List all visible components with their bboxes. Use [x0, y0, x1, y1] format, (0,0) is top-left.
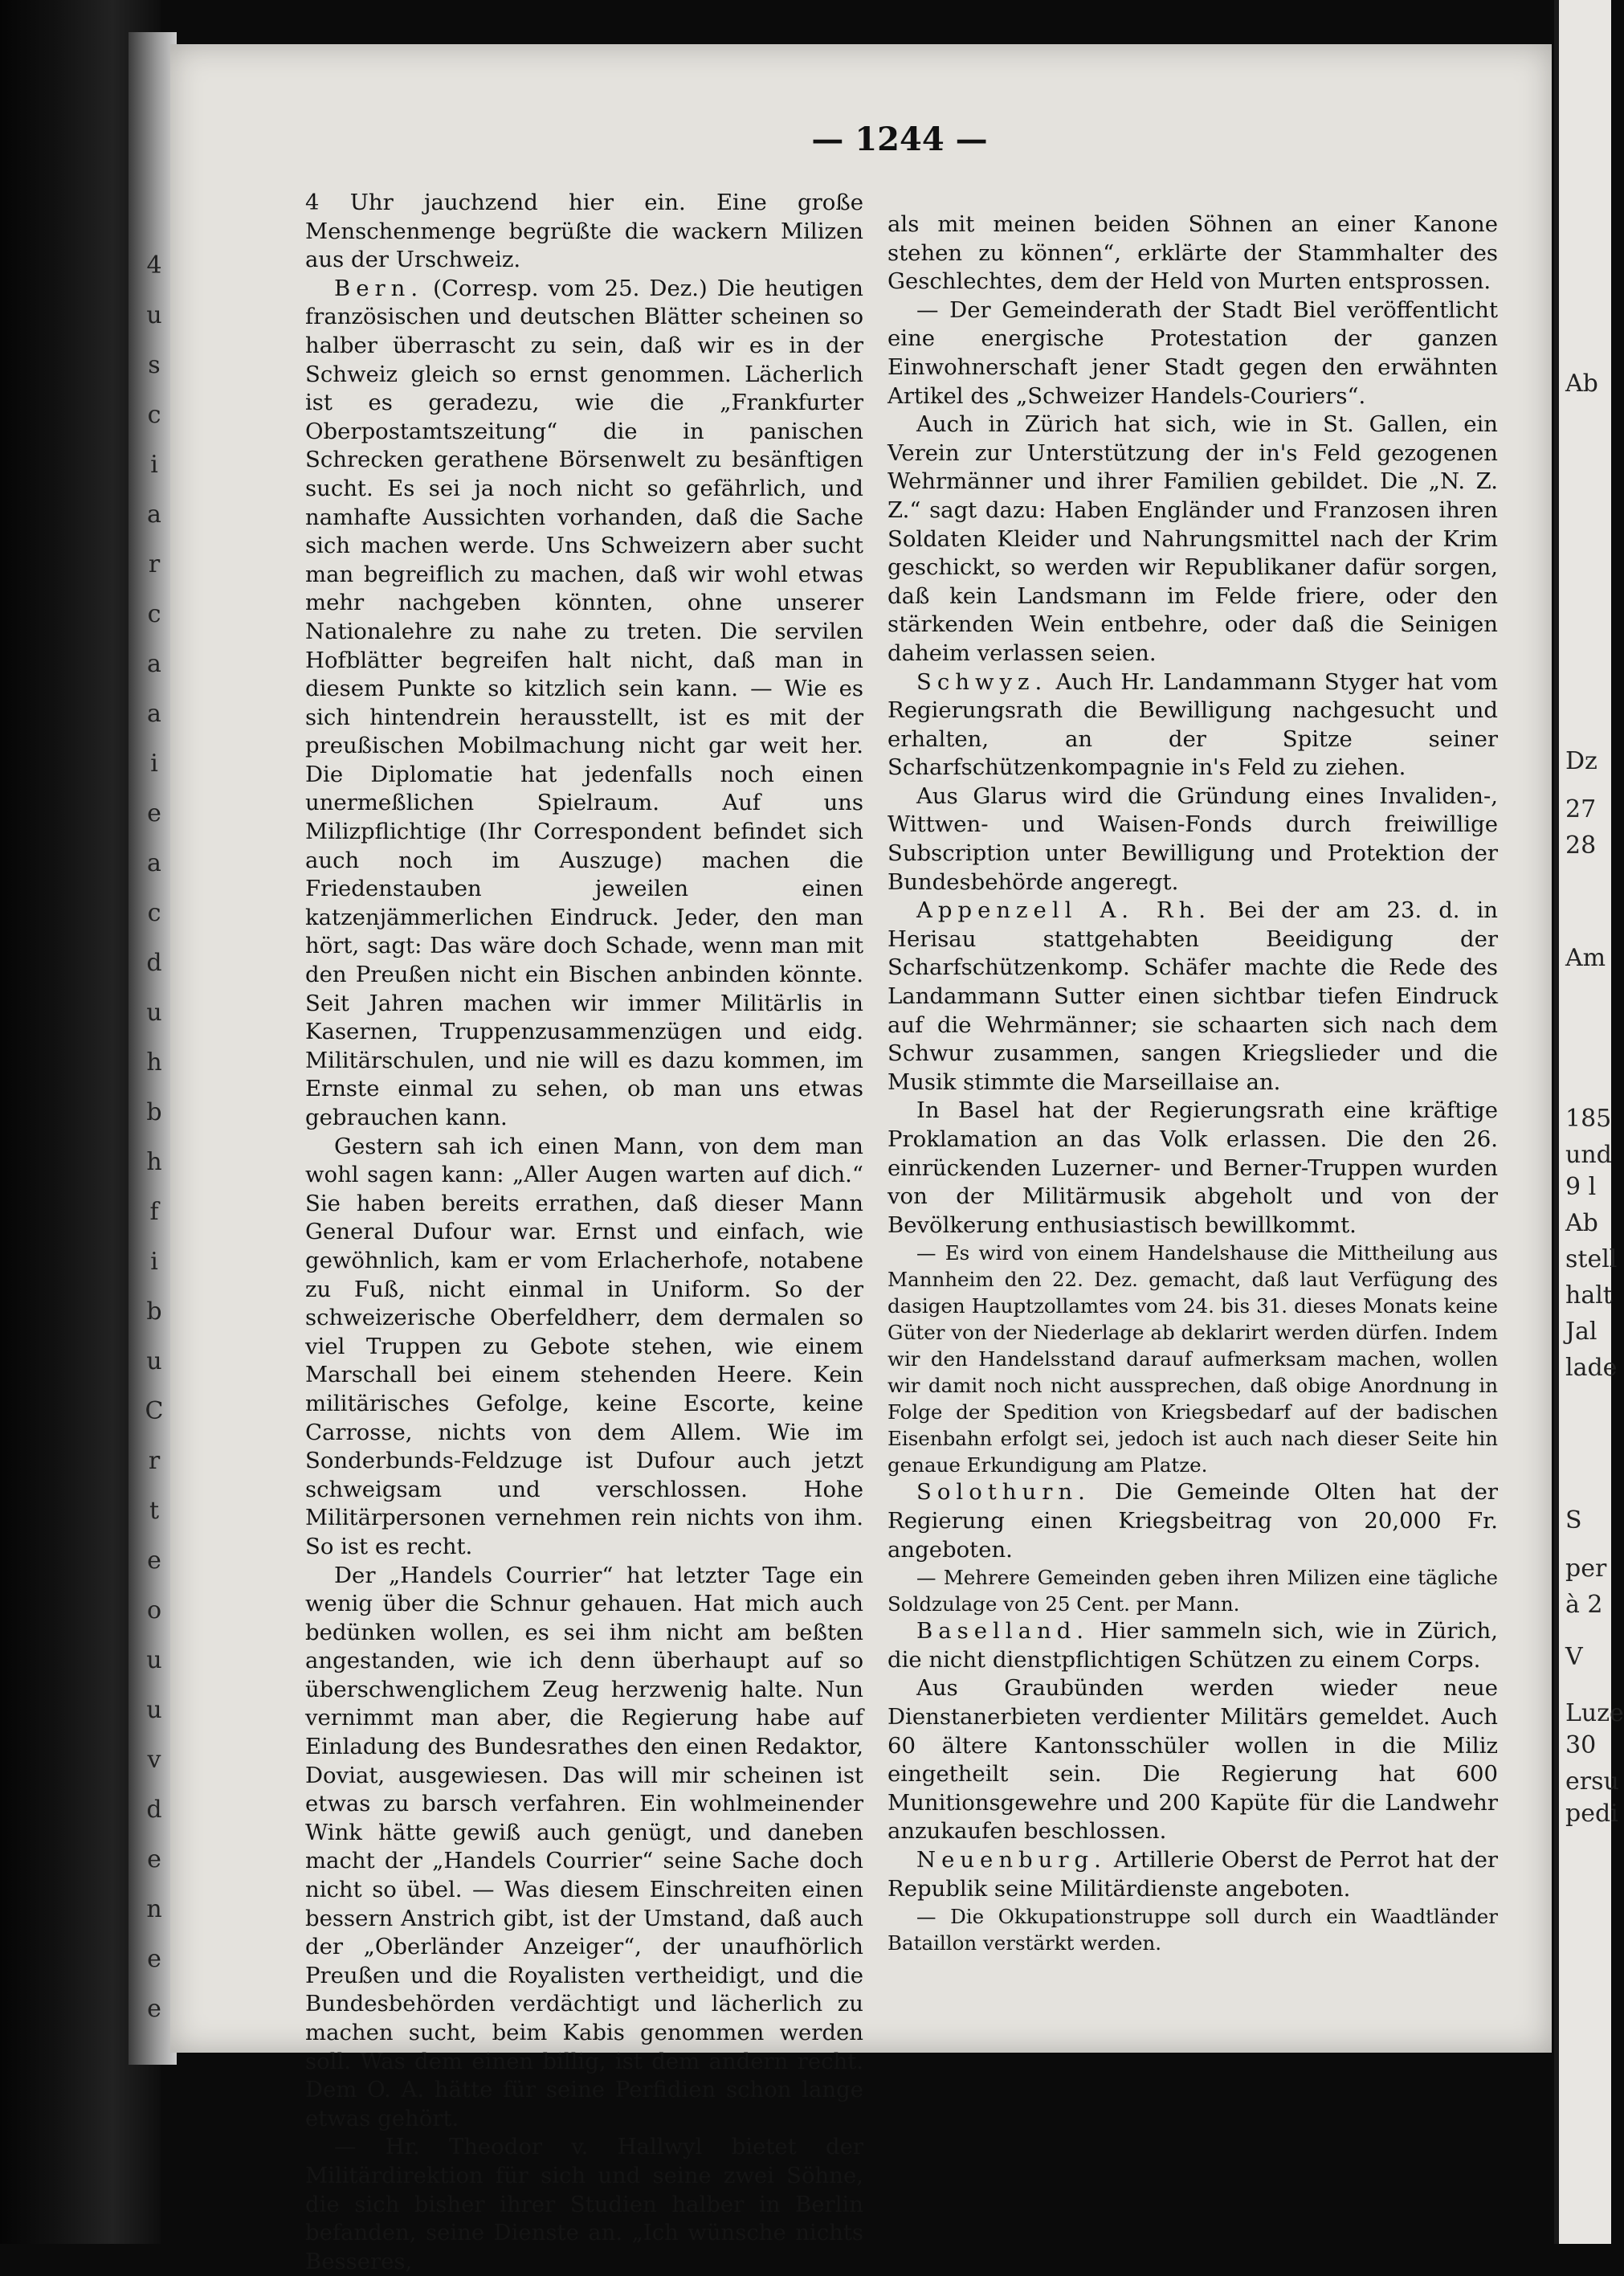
- dateline: Neuenburg.: [916, 1846, 1107, 1873]
- article-paragraph: [887, 210, 1498, 296]
- back-page-letter: i: [150, 750, 158, 778]
- back-page-letter: d: [146, 949, 162, 977]
- back-page-letter: u: [146, 999, 162, 1027]
- back-page-letter: r: [148, 1447, 161, 1475]
- back-page-letter: b: [146, 1098, 162, 1126]
- article-paragraph: [887, 1478, 1498, 1564]
- back-page-letter: s: [148, 351, 161, 379]
- paragraph-text: Aus Graubünden werden wieder neue Dienstanerbieten verdienter Militärs gemeldet. Auch 60 ältere Kantonsschüler wollen in die Miliz eingetheilt sein. Die Regierung hat 600 Munitionsgewehre und 200 Kapüte für die Landwehr anzukaufen beschlossen.: [887, 1675, 1498, 1845]
- article-paragraph: [305, 189, 863, 275]
- back-page-letter: C: [145, 1397, 164, 1425]
- paragraph-text: — Hr. Theodor v. Hallwyl bietet der Militärdirektion für sich und seine zwei Söhne, die sich bisher ihrer Studien halber in Berlin befanden, seine Dienste an. „Ich wünsche nichts Besseres,: [305, 2134, 863, 2274]
- next-page-fragment: 185: [1565, 1105, 1612, 1133]
- paragraph-text: (Corresp. vom 25. Dez.) Die heutigen französischen und deutschen Blätter scheinen so halber überrascht zu sein, daß wir es in der Schweiz gleich so ernst genommen. Lächerlich ist es geradezu, wie die „Frankfurter Oberpostamtszeitung“ die in panischen Schrecken gerathene Börsenwelt zu besänftigen sucht. Es sei ja noch nicht so gefährlich, und namhafte Aussichten vorhanden, daß die Sache sich machen werde. Uns Schweizern aber sucht man begreiflich zu machen, daß wir wohl etwas mehr nachgeben könnten, ohne unserer Nationalehre zu nahe zu treten. Die servilen Hofblätter begreifen halt nicht, daß man in diesem Punkte so kitzlich sein kann. — Wie es sich hintendrein herausstellt, ist es mit der preußischen Mobilmachung nicht gar weit her. Die Diplomatie hat jedenfalls noch einen unermeßlichen Spielraum. Auf uns Milizpflichtige (Ihr Correspondent befindet sich auch noch im Auszuge) machen die Friedenstauben jeweilen einen katzenjämmerlichen Eindruck. Jeder, den man hört, sagt: Das wäre doch Schade, wenn man mit den Preußen nicht ein Bischen anbinden könnte. Seit Jahren machen wir immer Militärlis in Kasernen, Truppenzusammenzügen und eidg. Militärschulen, und nie will es dazu kommen, im Ernste einmal zu sehen, ob man uns etwas gebrauchen kann.: [305, 275, 863, 1130]
- article-paragraph: [887, 296, 1498, 411]
- paragraph-text: Gestern sah ich einen Mann, von dem man wohl sagen kann: „Aller Augen warten auf dich.“ Sie haben bereits errathen, daß dieser Mann General Dufour war. Ernst und einfach, wie gewöhnlich, kam er vom Erlacherhofe, notabene zu Fuß, nicht einmal in Uniform. So der schweizerische Oberfeldherr, dem dermalen so viel Truppen zu Gebote stehen, wie einem Marschall bei einem stehenden Heere. Kein militärisches Gefolge, keine Escorte, keine Carrosse, nichts von dem Allem. Wie im Sonderbunds-Feldzuge ist Dufour auch jetzt schweigsam und verschlossen. Hohe Militärpersonen vernehmen rein nichts von ihm. So ist es recht.: [305, 1133, 863, 1559]
- paragraph-text: — Der Gemeinderath der Stadt Biel veröffentlicht eine energische Protestation der ganzen Einwohnerschaft jener Stadt gegen den erwähnten Artikel des „Schweizer Handels-Couriers“.: [887, 296, 1498, 409]
- back-page-letter: h: [146, 1148, 162, 1176]
- back-page-letter: i: [150, 451, 158, 479]
- article-paragraph: [887, 1674, 1498, 1846]
- paragraph-text: Hier sammeln sich, wie in Zürich, die nicht dienstpflichtigen Schützen zu einem Corps.: [887, 1618, 1498, 1673]
- paragraph-text: als mit meinen beiden Söhnen an einer Kanone stehen zu können“, erklärte der Stammhalter des Geschlechtes, dem der Held von Murten entsprossen.: [887, 211, 1498, 295]
- article-paragraph: [305, 1133, 863, 1562]
- dateline: Bern.: [334, 275, 424, 301]
- next-page-fragment: 9 l: [1565, 1173, 1597, 1201]
- back-page-letter: a: [147, 650, 161, 678]
- next-page-fragment: S: [1565, 1506, 1582, 1534]
- paragraph-text: — Die Okkupationstruppe soll durch ein Waadtländer Bataillon verstärkt werden.: [887, 1905, 1498, 1955]
- paragraph-text: Artillerie Oberst de Perrot hat der Republik seine Militärdienste angeboten.: [887, 1846, 1498, 1902]
- paragraph-text: In Basel hat der Regierungsrath eine kräftige Proklamation an das Volk erlassen. Die den 26. einrückenden Luzerner- und Berner-Truppen wurden von der Militärmusik abgeholt und von der Bevölkerung enthusiastisch bewillkommt.: [887, 1097, 1498, 1238]
- paragraph-text: — Mehrere Gemeinden geben ihren Milizen eine tägliche Soldzulage von 25 Cent. per Mann.: [887, 1566, 1498, 1616]
- article-paragraph: [887, 668, 1498, 783]
- right-column: [887, 210, 1498, 1956]
- back-page-letter: r: [148, 550, 161, 578]
- dateline: Solothurn.: [916, 1479, 1091, 1506]
- next-page-fragment: stell: [1565, 1245, 1618, 1273]
- article-paragraph: [887, 783, 1498, 897]
- article-paragraph: [887, 1564, 1498, 1617]
- back-page-letter: u: [146, 1696, 162, 1724]
- back-page-letter: e: [147, 799, 161, 827]
- paragraph-text: Auch Hr. Landammann Styger hat vom Regierungsrath die Bewilligung nachgesucht und erhalten, an der Spitze seiner Scharfschützenkompagnie in's Feld zu ziehen.: [887, 668, 1498, 781]
- back-page-letter: d: [146, 1796, 162, 1824]
- paragraph-text: Der „Handels Courrier“ hat letzter Tage ein wenig über die Schnur gehauen. Hat mich auch bedünken wollen, es sei ihm nicht am beßten angestanden, wie ich denn überhaupt auf so überschwenglichem Zeug herzwenig halte. Nun vernimmt man aber, die Regierung habe auf Einladung des Bundesrathes den einen Redaktor, Doviat, ausgewiesen. Das will mir scheinen ist etwas zu barsch verfahren. Ein wohlmeinender Wink hätte gewiß auch genügt, und daneben macht der „Handels Courrier“ seine Sache doch nicht so übel. — Was diesem Einschreiten einen bessern Anstrich gibt, ist der Umstand, daß auch der „Oberländer Anzeiger“, der unaufhörlich Preußen und die Royalisten vertheidigt, und die Bundesbehörden verdächtigt und lächerlich zu machen sucht, beim Kabis genommen werden soll. Was dem einen billig, ist dem andern recht. Dem O. A. hätte für seine Perfidien schon lange etwas gehört.: [305, 1562, 863, 2131]
- next-page-fragment: 28: [1565, 832, 1597, 860]
- article-paragraph: [887, 411, 1498, 668]
- back-page-letter: o: [146, 1596, 162, 1624]
- back-page-letter: f: [149, 1198, 159, 1226]
- back-page-letter: a: [147, 700, 161, 728]
- next-page-fragment: halt: [1565, 1281, 1613, 1310]
- back-page-letter: a: [147, 849, 161, 877]
- back-page-letter: c: [147, 899, 161, 927]
- back-page-letter: e: [147, 1945, 161, 1973]
- next-page-fragment: Ab: [1565, 1209, 1598, 1237]
- next-page-fragment: lade: [1565, 1354, 1618, 1382]
- next-page-fragment: per: [1565, 1555, 1607, 1583]
- next-page-fragment: à 2: [1565, 1591, 1603, 1619]
- next-page-fragment: 30: [1565, 1731, 1597, 1759]
- back-page-letter: u: [146, 1646, 162, 1674]
- article-paragraph: [887, 1903, 1498, 1956]
- page-number: — 1244 —: [811, 121, 988, 158]
- next-page-fragment: pedi: [1565, 1800, 1618, 1828]
- left-column: [305, 189, 863, 2276]
- back-page-letter: c: [147, 401, 161, 429]
- next-page-fragment: Jal: [1565, 1318, 1597, 1346]
- back-page-letter: e: [147, 1547, 161, 1575]
- dateline: Schwyz.: [916, 668, 1048, 695]
- next-page-fragment: Dz: [1565, 747, 1597, 775]
- paragraph-text: Bei der am 23. d. in Herisau stattgehabten Beeidigung der Scharfschützenkomp. Schäfer machte die Rede des Landammann Sutter einen sichtbar tiefen Eindruck auf die Wehrmänner; sie schaarten sich nach dem Schwur zusammen, sangen Kriegslieder und die Musik stimmte die Marseillaise an.: [887, 897, 1498, 1095]
- next-page-fragment: Ab: [1565, 370, 1598, 398]
- next-page-fragment: V: [1565, 1643, 1583, 1671]
- next-page-fragment: Luze: [1565, 1699, 1624, 1727]
- article-paragraph: [887, 897, 1498, 1097]
- article-paragraph: [887, 1617, 1498, 1674]
- dateline: Baselland.: [916, 1618, 1090, 1645]
- paragraph-text: 4 Uhr jauchzend hier ein. Eine große Menschenmenge begrüßte die wackern Milizen aus der Urschweiz.: [305, 190, 863, 273]
- paragraph-text: Aus Glarus wird die Gründung eines Invaliden-, Wittwen- und Waisen-Fonds durch freiwillige Subscription unter Bewilligung und Protektion der Bundesbehörde angeregt.: [887, 783, 1498, 895]
- back-page-letter: v: [147, 1746, 161, 1774]
- paragraph-text: Die Gemeinde Olten hat der Regierung einen Kriegsbeitrag von 20,000 Fr. angeboten.: [887, 1479, 1498, 1563]
- back-page-letter: n: [146, 1895, 162, 1923]
- next-page-fragment: 27: [1565, 795, 1597, 823]
- dateline: Appenzell A. Rh.: [916, 897, 1212, 924]
- article-paragraph: [305, 1562, 863, 2134]
- back-page-letter: 4: [146, 251, 162, 280]
- back-page-letter: e: [147, 1845, 161, 1874]
- next-page-edge: [1554, 0, 1624, 2244]
- back-page-letter: a: [147, 501, 161, 529]
- article-paragraph: [305, 275, 863, 1133]
- back-page-letter: u: [146, 1347, 162, 1375]
- back-page-letter: h: [146, 1048, 162, 1077]
- article-paragraph: [305, 2133, 863, 2276]
- back-page-letters: [138, 241, 170, 2034]
- next-page-fragment: ersu: [1565, 1767, 1619, 1796]
- back-page-letter: u: [146, 301, 162, 329]
- next-page-fragment: Am: [1565, 944, 1606, 972]
- back-page-letter: i: [150, 1248, 158, 1276]
- back-page-letter: t: [149, 1497, 160, 1525]
- article-paragraph: [887, 1097, 1498, 1240]
- back-page-letter: c: [147, 600, 161, 628]
- article-paragraph: [887, 1846, 1498, 1903]
- article-paragraph: [887, 1240, 1498, 1478]
- back-page-letter: e: [147, 1995, 161, 2023]
- paragraph-text: — Es wird von einem Handelshause die Mittheilung aus Mannheim den 22. Dez. gemacht, daß laut Verfügung des dasigen Hauptzollamtes vom 24. bis 31. dieses Monats keine Güter von der Niederlage ab deklarirt werden dürfen. Indem wir den Handelsstand darauf aufmerksam machen, wollen wir damit noch nicht aussprechen, daß obige Anordnung in Folge der Spedition von Kriegsbedarf auf der badischen Eisenbahn erfolgt sei, jedoch ist auch nach dieser Seite hin genaue Erkundigung am Platze.: [887, 1241, 1498, 1477]
- back-page-letter: b: [146, 1297, 162, 1326]
- paragraph-text: Auch in Zürich hat sich, wie in St. Gallen, ein Verein zur Unterstützung der in's Feld gezogenen Wehrmänner und ihrer Familien gebildet. Die „N. Z. Z.“ sagt dazu: Haben Engländer und Franzosen ihren Soldaten Kleider und Nahrungsmittel nach der Krim geschickt, so werden wir Republikaner dafür sorgen, daß kein Landsmann im Felde friere, oder den stärkenden Wein entbehre, oder daß die Seinigen daheim verlassen seien.: [887, 411, 1498, 666]
- next-page-fragment: und: [1565, 1141, 1612, 1169]
